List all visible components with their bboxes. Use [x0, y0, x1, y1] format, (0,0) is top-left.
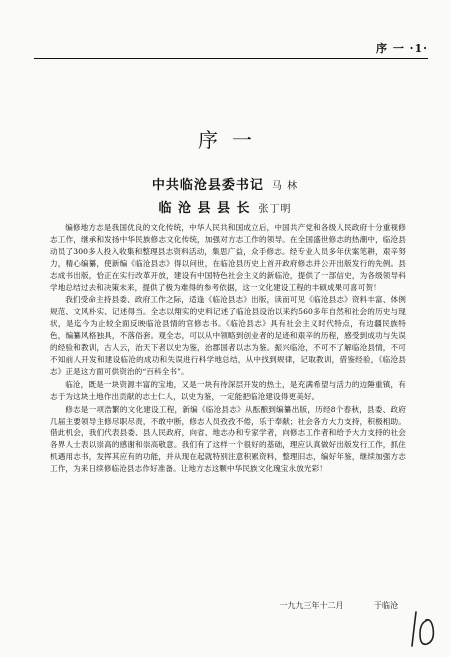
- preface-body: [50, 222, 406, 476]
- signature-line: [0, 600, 398, 611]
- header-rule: [34, 58, 428, 59]
- running-header: 序 一 ·1·: [376, 42, 428, 55]
- author-line: [0, 197, 450, 217]
- paragraph: 修志是一项浩繁的文化建设工程，新编《临沧县志》从酝酿到编纂出版，历经8个春秋，县委、政府几届主要领导主修尽职尽责，不敢中断，修志人员孜孜不倦，乐于奉献；社会各方大力支持，积极相助。借此机会，我们代表县委、县人民政府，向省、地志办和专家学者，向修志工作者和给予大力支持的社会各界人士表以崇高的感谢和崇高敬意。我们有了这样一个很好的基础，理应认真做好出版发行工作，抓住机遇用志书，发挥其应有的功能，并从现在起就特别注意积累资料，整理旧志，编好年鉴，继续加强方志工作，为来日续修临沧县志作好准备。让地方志这颗中华民族文化瑰宝永放光彩！: [50, 404, 406, 474]
- signature-date: 一九九三年十二月: [279, 601, 344, 610]
- author-line: [0, 174, 450, 194]
- paragraph: 编修地方志是我国优良的文化传统，中华人民共和国成立后，中国共产党和各级人民政府十分重视修志工作，继承和发扬中华民族修志文化传统，加强对方志工作的领导。在全国盛世修志的热潮中，临沧县动员了300多人投入收集和整理县志资料活动，集思广益，众手修志。经专业人员多年伏案笔耕，艰辛努力，精心编纂，使新编《临沧县志》得以问世，在临沧县历史上首开政府修志并公开出版发行的先例。县志成书出版，恰正在实行改革开放，建设有中国特色社会主义的新临沧，提供了一部信史，为各级领导科学地总结过去和决策未来，提供了极为难得的参考依据，这一文化建设工程的丰硕成果可喜可贺！: [50, 223, 406, 292]
- paragraph: 我们受命主持县委、政府工作之际，适逢《临沧县志》出版，读而可见《临沧县志》资料丰富、体例规范、文风朴实、记述得当。全志以翔实的史料记述了临沧县设治以来约560多年自然和社会的历史与现状，是迄今为止较全面反映临沧县情的官修志书。《临沧县志》具有社会主义时代特点，有边疆民族特色，编纂风格独具，不落俗套。观全志，可以从中领略到创业者的足迹和艰辛的历程，感受到成功与失误的经验和教训，古人云，治天下者以史为鉴，治郡国者以志为鉴。振兴临沧，不可不了解临沧县情，不可不知前人开发和建设临沧的成功和失误进行科学地总结，从中找到规律，记取教训，借鉴经验，《临沧县志》正是这方面可供资治的“百科全书”。: [50, 295, 406, 376]
- author-role: 中共临沧县委书记: [151, 178, 264, 193]
- preface-title: 序一: [198, 128, 266, 152]
- author-role: 临 沧 县 县 长: [158, 201, 251, 216]
- handwritten-page-number-mark: [408, 608, 438, 650]
- paragraph: 临沧，既是一块资源丰富的宝地，又是一块有待深层开发的热土，是充满希望与活力的边陲重镇，有志于为这块土地作出贡献的志士仁人，以史为鉴，一定能把临沧建设得更美好。: [50, 379, 406, 401]
- author-name: 马 林: [271, 181, 299, 192]
- author-name: 张丁明: [258, 204, 292, 215]
- signature-place: 于临沧: [374, 601, 398, 610]
- author-block: [0, 174, 450, 220]
